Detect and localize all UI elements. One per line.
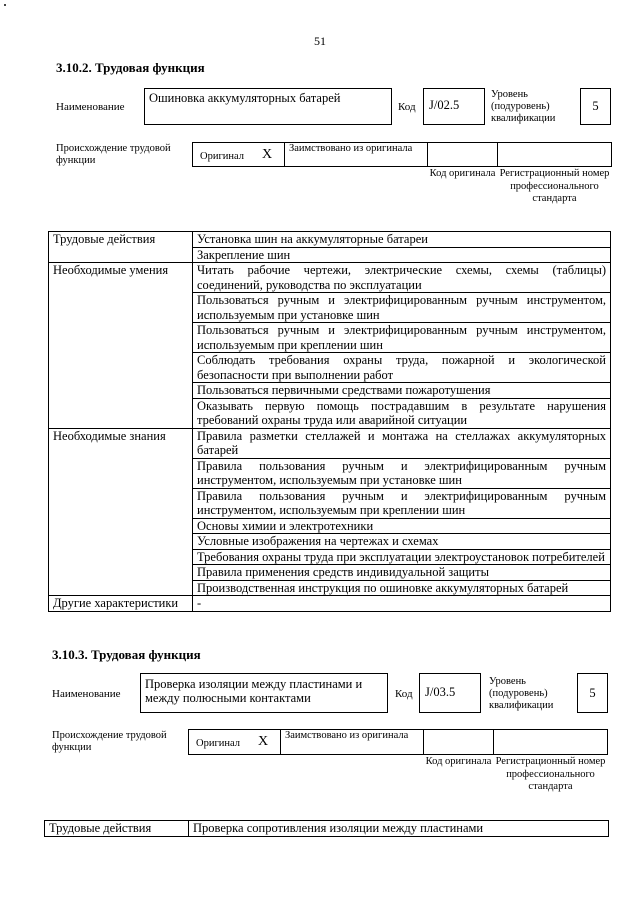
list-item: Правила разметки стеллажей и монтажа на стеллажах аккумуляторных батарей — [193, 428, 611, 458]
code-original-caption: Код оригинала — [425, 756, 492, 767]
list-item: Оказывать первую помощь пострадавшим в результате нарушения требований охраны труда или аварийной ситуации — [193, 398, 611, 428]
row-label: Трудовые действия — [49, 232, 193, 263]
code-value-box: J/02.5 — [423, 88, 485, 125]
row-label: Необходимые умения — [49, 263, 193, 429]
list-item: Правила пользования ручным и электрифицированным ручным инструментом, используемым при креплении шин — [193, 488, 611, 518]
function-name-box: Ошиновка аккумуляторных батарей — [144, 88, 392, 125]
code-label: Код — [398, 101, 416, 113]
list-item: - — [193, 596, 611, 612]
list-item: Читать рабочие чертежи, электрические схемы, схемы (таблицы) соединений, руководства по эксплуатации — [193, 263, 611, 293]
original-mark: X — [262, 147, 273, 162]
list-item: Закрепление шин — [193, 247, 611, 263]
section-heading: 3.10.3. Трудовая функция — [52, 647, 201, 662]
list-item: Правила пользования ручным и электрифицированным ручным инструментом, используемым при установке шин — [193, 458, 611, 488]
list-item: Пользоваться ручным и электрифицированным ручным инструментом, используемым при креплении шин — [193, 323, 611, 353]
list-item: Требования охраны труда при эксплуатации электроустановок потребителей — [193, 549, 611, 565]
code-value-box: J/03.5 — [419, 673, 481, 713]
name-label: Наименование — [52, 688, 121, 700]
reg-number-cell — [493, 729, 608, 755]
list-item: Основы химии и электротехники — [193, 518, 611, 534]
code-original-caption: Код оригинала — [429, 168, 496, 179]
list-item: Пользоваться первичными средствами пожаротушения — [193, 383, 611, 399]
function-name-box: Проверка изоляции между пластинами и между полюсными контактами — [140, 673, 388, 713]
table-row — [45, 821, 609, 837]
table-row — [49, 263, 611, 293]
level-value-box: 5 — [580, 88, 611, 125]
name-label: Наименование — [56, 101, 125, 113]
reg-number-caption: Регистрационный номер профессионального стандарта — [495, 756, 606, 792]
original-label: Оригинал — [200, 151, 244, 162]
list-item: Проверка сопротивления изоляции между пластинами — [189, 821, 609, 837]
scan-speck — [4, 4, 6, 6]
level-value-box: 5 — [577, 673, 608, 713]
row-label: Необходимые знания — [49, 428, 193, 596]
code-label: Код — [395, 688, 413, 700]
level-label: Уровень (подуровень) квалификации — [489, 676, 554, 711]
code-original-cell — [423, 729, 494, 755]
original-label: Оригинал — [196, 738, 240, 749]
table-row — [49, 428, 611, 458]
reg-number-cell — [497, 142, 612, 167]
row-label: Другие характеристики — [49, 596, 193, 612]
origin-table — [192, 142, 612, 167]
list-item: Условные изображения на чертежах и схемах — [193, 534, 611, 550]
code-original-cell — [427, 142, 498, 167]
origin-table — [188, 729, 608, 755]
borrowed-cell: Заимствовано из оригинала — [280, 729, 424, 755]
list-item: Производственная инструкция по ошиновке аккумуляторных батарей — [193, 580, 611, 596]
original-cell — [188, 729, 281, 755]
page-number: 51 — [314, 34, 326, 48]
list-item: Соблюдать требования охраны труда, пожарной и экологической безопасности при выполнении работ — [193, 353, 611, 383]
original-mark: X — [258, 734, 269, 749]
list-item: Правила применения средств индивидуальной защиты — [193, 565, 611, 581]
original-cell — [192, 142, 285, 167]
origin-label: Происхождение трудовой функции — [56, 143, 171, 166]
function-table — [48, 231, 611, 612]
table-row — [49, 232, 611, 248]
function-table — [44, 820, 609, 837]
row-label: Трудовые действия — [45, 821, 189, 837]
list-item: Установка шин на аккумуляторные батареи — [193, 232, 611, 248]
table-row — [49, 596, 611, 612]
level-label: Уровень (подуровень) квалификации — [491, 89, 556, 124]
borrowed-cell: Заимствовано из оригинала — [284, 142, 428, 167]
list-item: Пользоваться ручным и электрифицированным ручным инструментом, используемым при установке шин — [193, 293, 611, 323]
origin-label: Происхождение трудовой функции — [52, 730, 167, 753]
section-heading: 3.10.2. Трудовая функция — [56, 60, 205, 75]
reg-number-caption: Регистрационный номер профессионального стандарта — [499, 168, 610, 204]
